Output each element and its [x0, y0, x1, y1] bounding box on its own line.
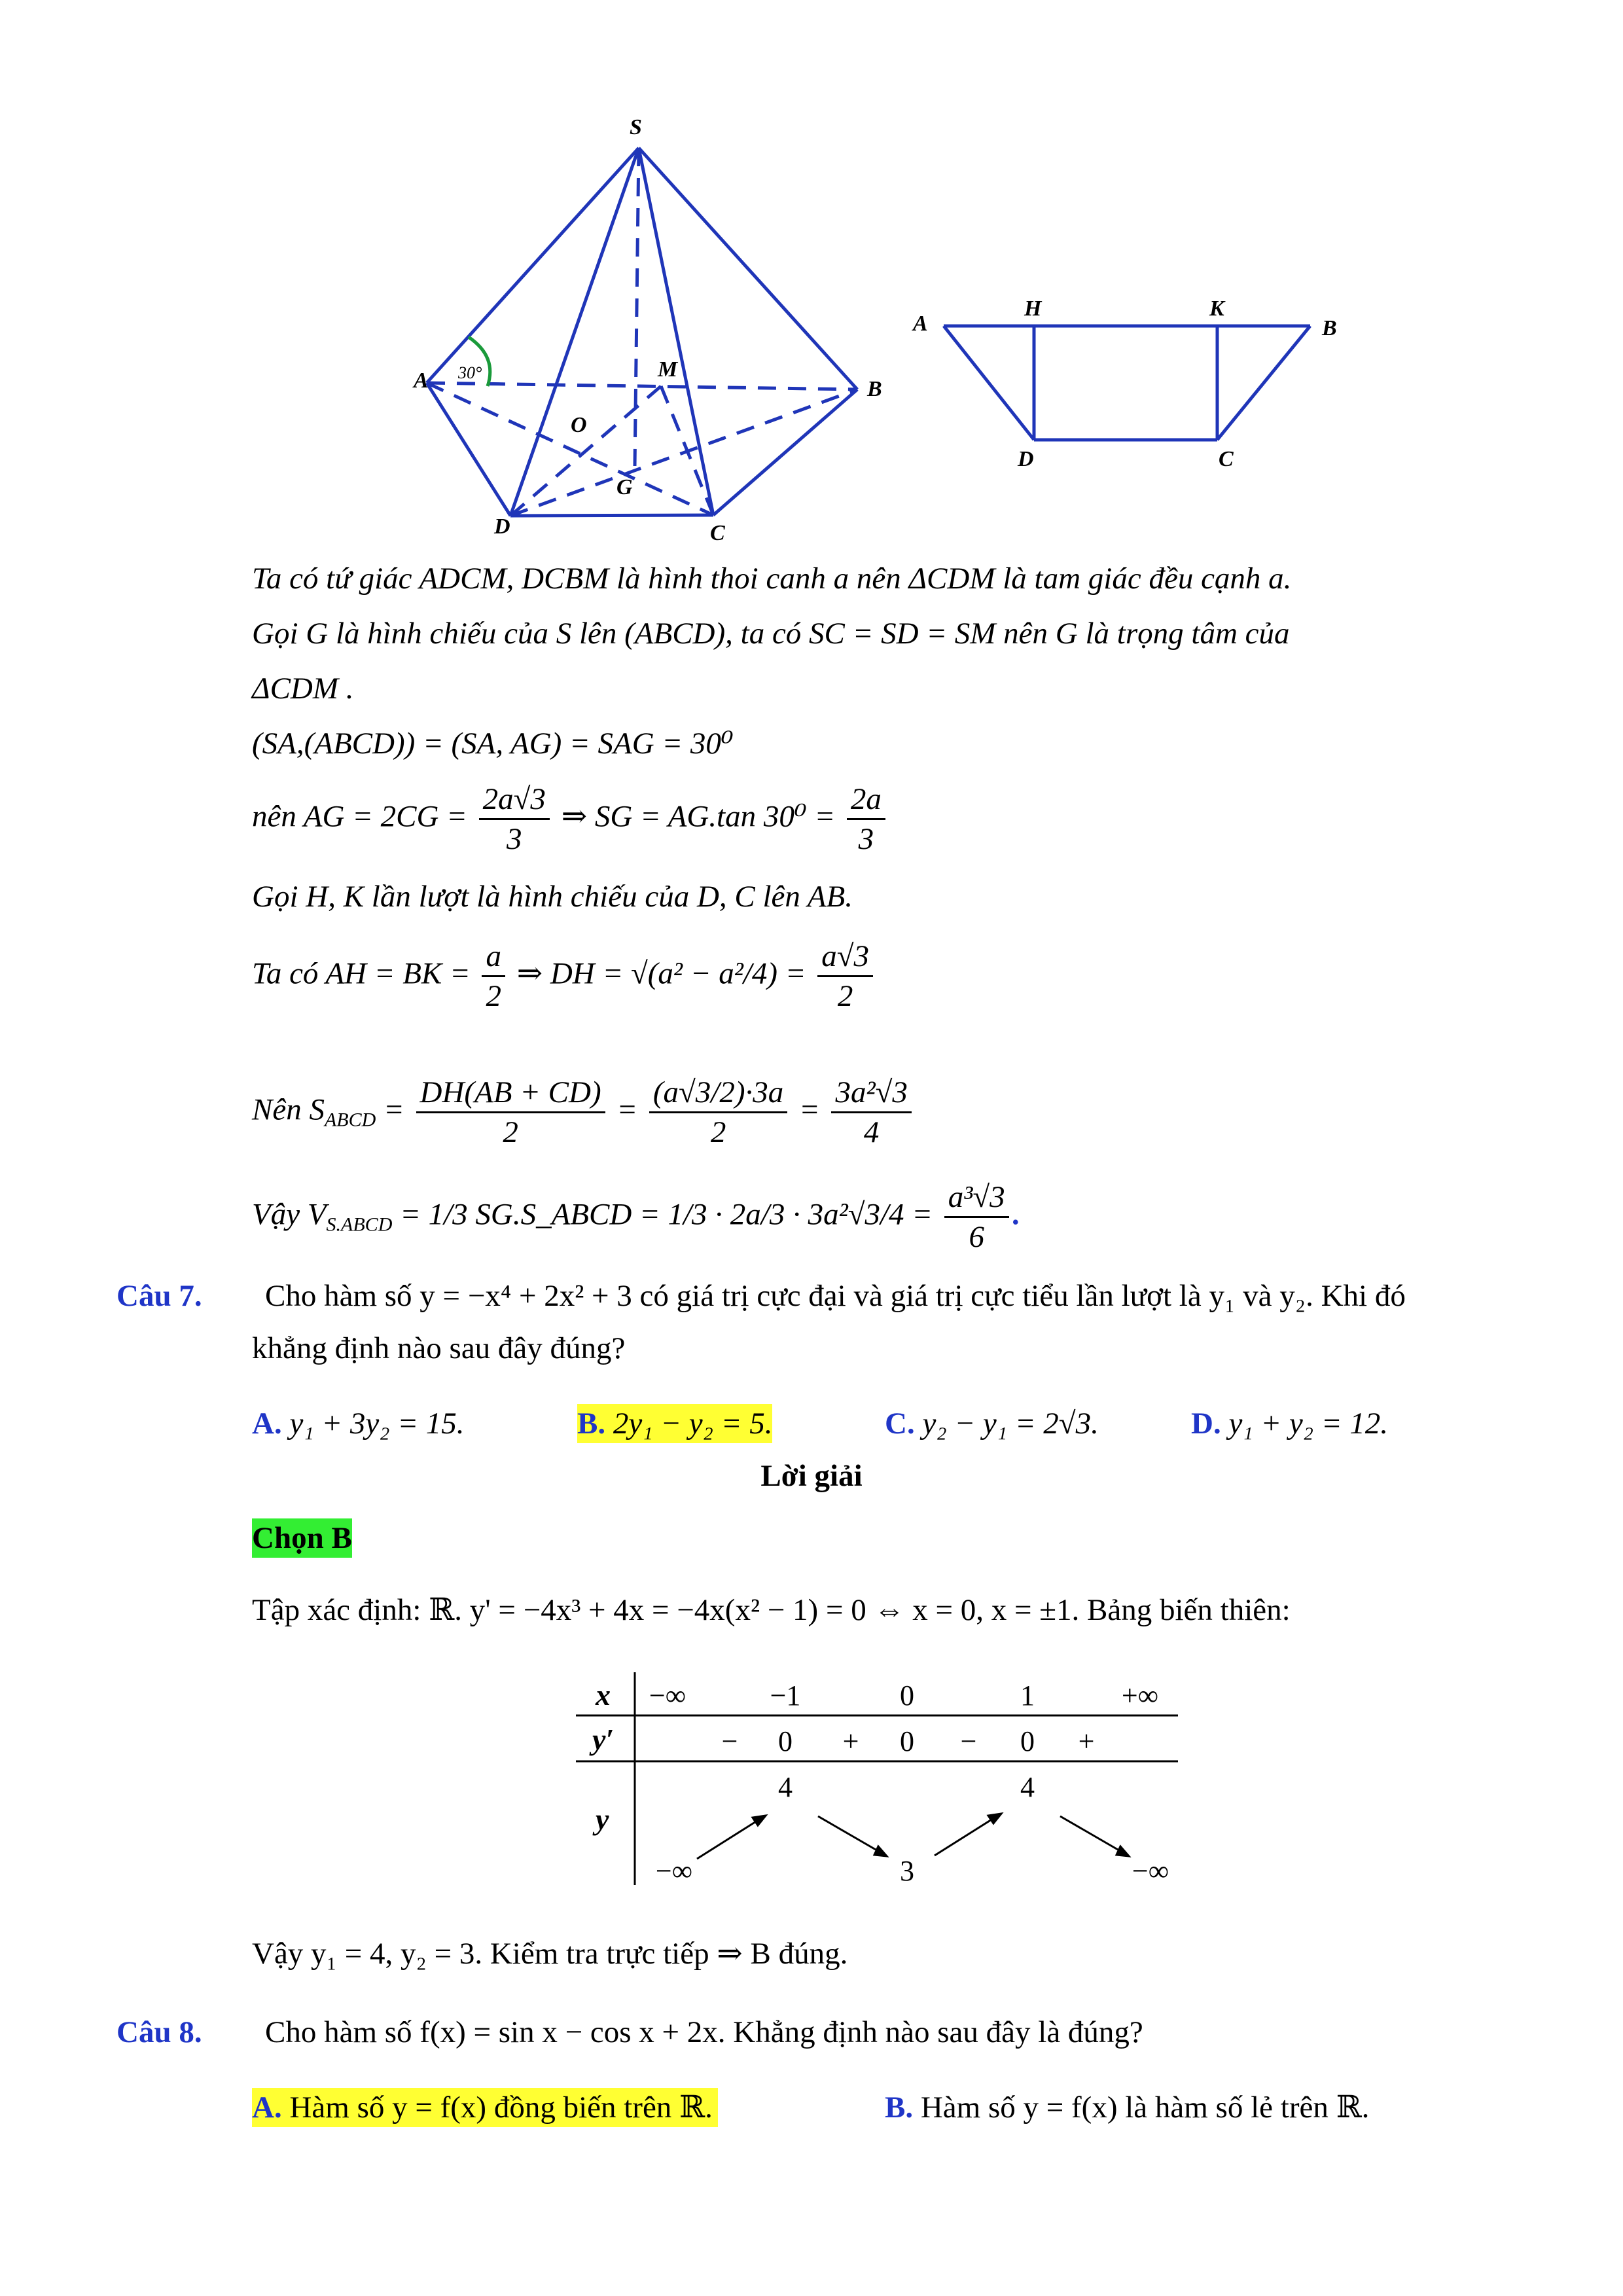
label-B: B	[867, 377, 882, 401]
q8-option-b[interactable]	[885, 2088, 1369, 2127]
q7-label: Câu 7.	[116, 1279, 202, 1313]
option-text: Hàm số y = f(x) là hàm số lẻ trên ℝ.	[920, 2090, 1370, 2125]
q7-choice: Chọn B	[252, 1518, 352, 1558]
edge-SB	[639, 148, 857, 389]
denominator: 2	[503, 1115, 518, 1149]
table-yprime-label: y′	[592, 1723, 615, 1756]
sol6-line5	[252, 780, 889, 858]
sol6-l7-a: Ta có AH = BK =	[252, 956, 471, 991]
trap-CB	[1217, 326, 1310, 440]
option-text: y₁ + y₂ = 12.	[1228, 1407, 1389, 1441]
q8-text-1: Cho hàm số f(x) = sin x − cos x + 2x. Khẳng định nào sau đây là đúng?	[265, 2015, 1143, 2049]
table-x-value: 0	[900, 1679, 914, 1712]
trap-label-H: H	[1024, 296, 1042, 321]
q7-option-a[interactable]	[252, 1404, 465, 1443]
sol6-l7-b: ⇒ DH = √(a² − a²/4) =	[516, 956, 806, 991]
arrow-down	[1060, 1816, 1122, 1852]
trap-label-K: K	[1209, 296, 1224, 321]
label-G: G	[616, 475, 633, 499]
arrow-up	[697, 1820, 759, 1859]
fraction	[479, 780, 550, 858]
geometry-figure	[0, 0, 1623, 563]
fraction	[482, 937, 505, 1015]
denominator: 6	[969, 1220, 984, 1254]
option-text: 2y₁ − y₂ = 5.	[613, 1407, 773, 1441]
sol6-line2: Gọi G là hình chiếu của S lên (ABCD), ta có SC = SD = SM nên G là trọng tâm của	[252, 617, 1290, 651]
numerator: a³√3	[944, 1178, 1009, 1218]
edge-AB-hidden	[427, 383, 857, 389]
edge-CB	[713, 389, 857, 515]
denominator: 3	[507, 822, 522, 856]
table-y-max: 4	[778, 1771, 793, 1803]
table-yprime-sign: +	[1078, 1725, 1095, 1757]
denominator: 3	[858, 822, 874, 856]
q7-solution-line-1: Tập xác định: ℝ. y' = −4x³ + 4x = −4x(x² − 1) = 0 ⇔ x = 0, x = ±1. Bảng biến thiên:	[252, 1593, 1291, 1627]
numerator: 2a√3	[479, 780, 550, 820]
numerator: a	[482, 937, 505, 977]
table-y-label: y	[596, 1803, 609, 1836]
sol6-l9-a: Vậy V	[252, 1197, 327, 1232]
q7-option-d[interactable]	[1191, 1404, 1388, 1443]
numerator: 2a	[847, 780, 885, 820]
option-text: Hàm số y = f(x) đồng biến trên ℝ.	[289, 2090, 713, 2125]
option-letter: D.	[1191, 1407, 1221, 1441]
table-yprime-zero: 0	[900, 1725, 914, 1757]
edge-DB-hidden	[510, 389, 857, 516]
trap-AD	[944, 326, 1034, 440]
option-letter: B.	[885, 2090, 914, 2125]
label-D: D	[494, 514, 510, 539]
trap-label-D: D	[1018, 447, 1034, 471]
sol6-l5-b: ⇒ SG = AG.tan 30⁰ =	[561, 799, 836, 834]
arrow-down	[818, 1816, 880, 1852]
sol6-l9-b: = 1/3 SG.S_ABCD = 1/3 · 2a/3 · 3a²√3/4 =	[400, 1197, 933, 1232]
q7-text-2: khẳng định nào sau đây đúng?	[252, 1331, 626, 1365]
option-letter: A.	[252, 1407, 282, 1441]
sol6-line7	[252, 937, 877, 1015]
option-letter: A.	[252, 2090, 282, 2125]
label-C: C	[710, 521, 725, 545]
numerator: (a√3/2)·3a	[649, 1073, 787, 1113]
numerator: 3a²√3	[831, 1073, 911, 1113]
edge-SD	[510, 148, 639, 516]
fraction	[416, 1073, 605, 1151]
label-angle: 30°	[458, 363, 482, 382]
option-text: y₂ − y₁ = 2√3.	[922, 1407, 1099, 1441]
label-A: A	[414, 368, 429, 393]
table-yprime-sign: −	[721, 1725, 738, 1757]
table-y-min: −∞	[1132, 1855, 1169, 1887]
table-x-label: x	[596, 1678, 611, 1712]
label-S: S	[630, 115, 642, 139]
option-text: y₁ + 3y₂ = 15.	[289, 1407, 465, 1441]
denominator: 4	[863, 1115, 880, 1149]
table-yprime-sign: −	[960, 1725, 977, 1757]
variation-table	[576, 1672, 1198, 1888]
option-letter: B.	[577, 1407, 606, 1441]
sol6-line9: Vậy $V_{S.ABCD} = 1/3$ SG.S_ABCD = 1/3 · 2a/3 · 3a²√3/4 = $\frac{\text{a³√3}}{6}$ .	[252, 1178, 1020, 1256]
edge-SG-hidden	[635, 148, 639, 466]
table-y-min: −∞	[655, 1855, 693, 1887]
table-x-value: −∞	[649, 1679, 687, 1712]
option-letter: C.	[885, 1407, 915, 1441]
table-yprime-zero: 0	[778, 1725, 793, 1757]
fraction	[817, 937, 873, 1015]
edge-SC	[639, 148, 713, 515]
trap-label-A: A	[913, 312, 928, 336]
numerator: DH(AB + CD)	[416, 1073, 605, 1113]
numerator: a√3	[817, 937, 873, 977]
sol6-l5-a: nên AG = 2CG =	[252, 799, 467, 834]
q7-option-c[interactable]	[885, 1404, 1099, 1443]
q8-label: Câu 8.	[116, 2015, 202, 2049]
table-yprime-zero: 0	[1020, 1725, 1035, 1757]
label-O: O	[571, 413, 587, 437]
q7-option-b[interactable]	[577, 1404, 772, 1443]
sol6-line1: Ta có tứ giác ADCM, DCBM là hình thoi canh a nên ΔCDM là tam giác đều cạnh a.	[252, 562, 1292, 596]
fraction	[649, 1073, 787, 1151]
sol6-line6: Gọi H, K lần lượt là hình chiếu của D, C lên AB.	[252, 880, 853, 914]
sol6-l8-a: Nên S	[252, 1092, 325, 1127]
q8-option-a[interactable]	[252, 2088, 718, 2127]
table-x-value: +∞	[1121, 1679, 1159, 1712]
sol6-line3: ΔCDM .	[252, 672, 354, 706]
q7-text-1: Cho hàm số y = −x⁴ + 2x² + 3 có giá trị cực đại và giá trị cực tiểu lần lượt là y₁ và y₂. Khi đó	[265, 1279, 1406, 1313]
arrow-up	[935, 1818, 995, 1856]
trap-label-B: B	[1322, 316, 1337, 340]
fraction	[847, 780, 885, 858]
table-x-value: −1	[770, 1679, 801, 1712]
table-y-max: 4	[1020, 1771, 1035, 1803]
q7-solution-line-2: Vậy y₁ = 4, y₂ = 3. Kiểm tra trực tiếp ⇒ B đúng.	[252, 1937, 848, 1971]
label-M: M	[658, 357, 678, 382]
q7-solution-heading: Lời giải	[760, 1459, 863, 1493]
edge-SA	[427, 148, 639, 383]
fraction	[831, 1073, 911, 1151]
sol6-l9-sub: S.ABCD	[326, 1213, 393, 1236]
sol6-l8-sub: ABCD	[324, 1109, 376, 1131]
sol6-line8: Nên $S_{ABCD}$ = $\frac{DH(AB + CD)}{2}$ = $\frac{(a√3/2)\cdot 3a}{2}$ = $\frac{\text{3a²√3}}{4}$	[252, 1073, 916, 1151]
table-yprime-sign: +	[842, 1725, 859, 1757]
table-y-min: 3	[900, 1855, 914, 1887]
denominator: 2	[710, 1115, 726, 1149]
fraction	[944, 1178, 1009, 1256]
trap-label-C: C	[1219, 447, 1234, 471]
denominator: 2	[837, 979, 853, 1013]
denominator: 2	[486, 979, 501, 1013]
table-x-value: 1	[1020, 1679, 1035, 1712]
edge-DC	[510, 515, 713, 516]
sol6-line4: (SA,(ABCD)) = (SA, AG) = SAG = 30⁰	[252, 726, 734, 761]
